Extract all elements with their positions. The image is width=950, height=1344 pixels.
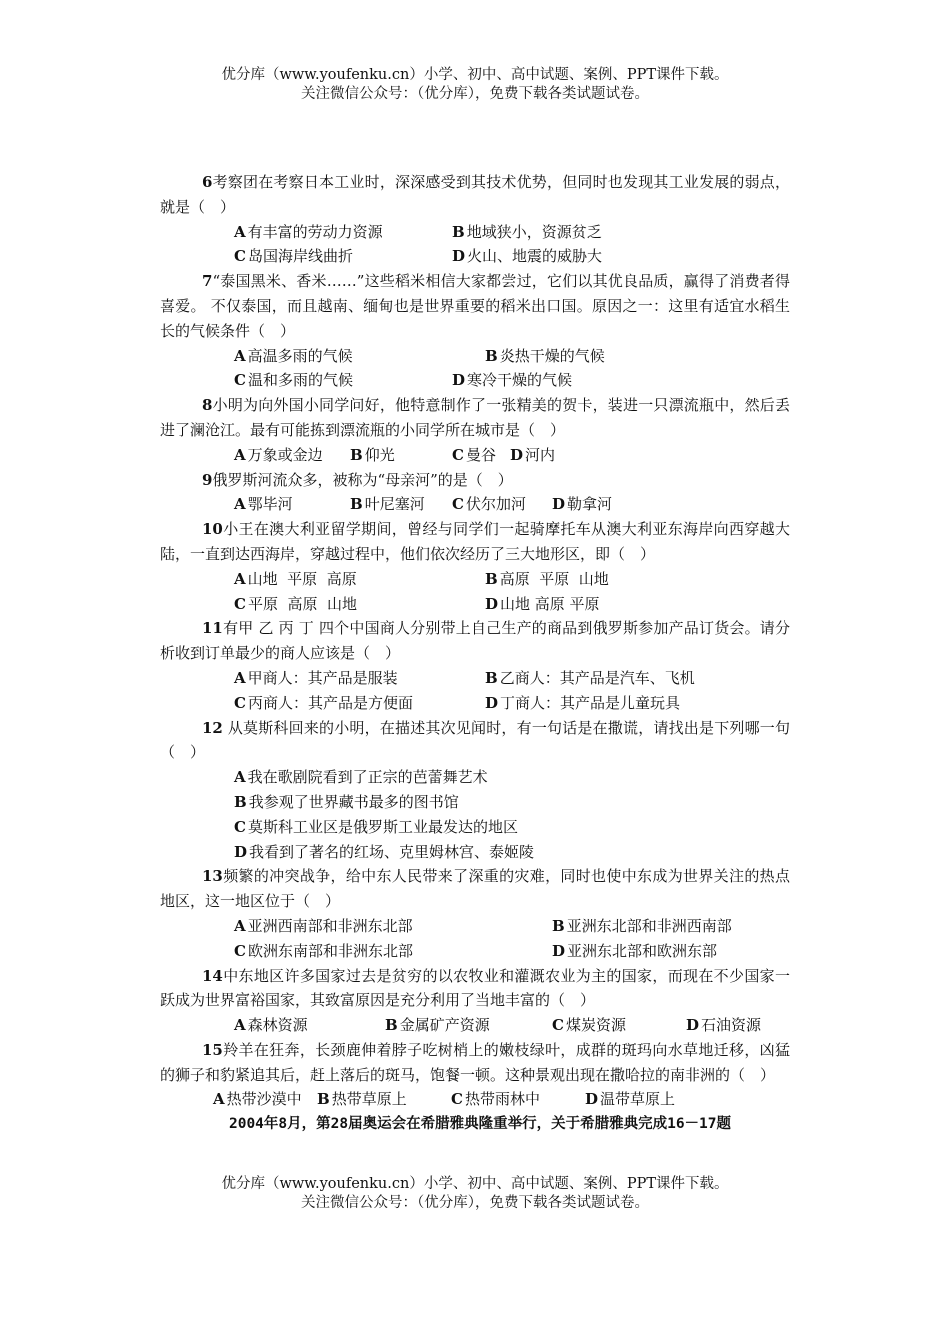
header-line-1: 优分库（www.youfenku.cn）小学、初中、高中试题、案例、PPT课件下载。 — [221, 67, 729, 83]
question-15 — [160, 1038, 790, 1088]
option-d: D 我看到了著名的红场、克里姆林宫、泰姬陵 — [234, 842, 535, 861]
option-d: D 勒拿河 — [552, 495, 613, 514]
question-11 — [160, 616, 790, 666]
question-text: 俄罗斯河流众多，被称为“母亲河”的是（ ） — [212, 470, 513, 489]
option-b: B 炎热干燥的气候 — [485, 346, 605, 365]
option-c: C 温和多雨的气候 — [234, 371, 353, 390]
option-a: A 亚洲西南部和非洲东北部 — [234, 916, 413, 935]
option-d: D 亚洲东北部和欧洲东部 — [552, 941, 718, 960]
question-number: 14 — [202, 966, 223, 985]
option-b: B 我参观了世界藏书最多的图书馆 — [234, 792, 459, 811]
option-b: B 金属矿产资源 — [385, 1016, 490, 1035]
option-a: A 高温多雨的气候 — [234, 346, 353, 365]
footer-line-2: 关注微信公众号：（优分库），免费下载各类试题试卷。 — [301, 1195, 649, 1211]
option-d: D 温带草原上 — [585, 1090, 676, 1109]
question-text: 中东地区许多国家过去是贫穷的以农牧业和灌溉农业为主的国家，而现在不少国家一跃成为世界富裕国家，其致富原因是充分利用了当地丰富的（ ） — [160, 966, 790, 1010]
option-a: A 山地 平原 高原 — [234, 569, 357, 588]
options-row — [160, 368, 790, 393]
option-c: C 煤炭资源 — [552, 1016, 626, 1035]
header-line-2: 关注微信公众号：（优分库），免费下载各类试题试卷。 — [301, 86, 649, 102]
question-list — [160, 170, 790, 1137]
question-text: “泰国黑米、香米……”这些稻米相信大家都尝过，它们以其优良品质，赢得了消费者得喜爱。 不仅泰国，而且越南、缅甸也是世界重要的稻米出口国。原因之一：这里有适宜水稻生长的气候条件（ ） — [160, 272, 790, 340]
question-number: 13 — [202, 867, 223, 886]
options-row — [160, 220, 790, 245]
question-number: 10 — [202, 520, 223, 539]
question-8 — [160, 393, 790, 443]
option-b: B 地域狭小，资源贫乏 — [452, 222, 602, 241]
option-d: D 河内 — [510, 445, 556, 464]
question-text: 有甲 乙 丙 丁 四个中国商人分别带上自己生产的商品到俄罗斯参加产品订货会。请分析收到订单最少的商人应该是（ ） — [160, 619, 790, 663]
option-a: A 鄂毕河 — [234, 495, 293, 514]
option-a: A 我在歌剧院看到了正宗的芭蕾舞艺术 — [234, 768, 488, 787]
options-row — [160, 1013, 790, 1038]
options-row — [160, 443, 790, 468]
question-text: 小明为向外国小同学问好，他特意制作了一张精美的贺卡，装进一只漂流瓶中，然后丢进了澜沧江。最有可能拣到漂流瓶的小同学所在城市是（ ） — [160, 396, 790, 439]
option-a: A 热带沙漠中 — [213, 1090, 302, 1109]
option-b: B 热带草原上 — [317, 1090, 407, 1109]
options-row — [160, 666, 790, 691]
option-c: C 平原 高原 山地 — [234, 594, 358, 613]
options-row — [160, 939, 790, 964]
question-10 — [160, 517, 790, 567]
option-d: D 丁商人：其产品是儿童玩具 — [485, 693, 681, 712]
question-7 — [160, 269, 790, 343]
question-text: 从莫斯科回来的小明，在描述其次见闻时，有一句话是在撒谎，请找出是下列哪一句（ ） — [160, 718, 790, 762]
option-b: B 高原 平原 山地 — [485, 569, 609, 588]
question-9 — [160, 468, 790, 493]
option-a: A 森林资源 — [234, 1016, 308, 1035]
option-d: D 山地 高原 平原 — [485, 594, 600, 613]
options-row — [160, 592, 790, 617]
question-text: 羚羊在狂奔，长颈鹿伸着脖子吃树梢上的嫩枝绿叶，成群的斑玛向水草地迁移，凶猛的狮子和豹紧追其后，赶上落后的斑马，饱餐一顿。这种景观出现在撒哈拉的南非洲的（ ） — [160, 1040, 790, 1084]
option-a: A 有丰富的劳动力资源 — [234, 222, 383, 241]
option-b: B 乙商人：其产品是汽车、飞机 — [485, 668, 695, 687]
option-d: D 寒冷干燥的气候 — [452, 371, 573, 390]
question-text: 频繁的冲突战争，给中东人民带来了深重的灾难，同时也使中东成为世界关注的热点地区，这一地区位于（ ） — [160, 867, 790, 911]
page-header — [0, 66, 950, 104]
option-c: C 岛国海岸线曲折 — [234, 247, 353, 266]
options-row — [160, 691, 790, 716]
option-b: B 亚洲东北部和非洲西南部 — [552, 916, 732, 935]
question-text: 考察团在考察日本工业时，深深感受到其技术优势，但同时也发现其工业发展的弱点，就是（ ） — [160, 173, 790, 216]
option-b: B 叶尼塞河 — [350, 495, 425, 514]
question-number: 6 — [202, 173, 213, 191]
question-number: 15 — [202, 1040, 223, 1059]
option-d: D 火山、地震的威胁大 — [452, 247, 603, 266]
question-number: 12 — [202, 718, 223, 737]
option-d: D 石油资源 — [686, 1016, 762, 1035]
options-row — [160, 344, 790, 369]
page-footer — [0, 1175, 950, 1213]
option-a: A 甲商人：其产品是服装 — [234, 668, 398, 687]
option-c: C 伏尔加河 — [452, 495, 526, 514]
question-number: 9 — [202, 470, 213, 489]
option-a: A 万象或金边 — [234, 445, 323, 464]
question-14 — [160, 964, 790, 1014]
question-number: 8 — [202, 396, 213, 415]
options-row — [160, 567, 790, 592]
options-row — [160, 914, 790, 939]
question-12 — [160, 716, 790, 766]
footer-line-1: 优分库（www.youfenku.cn）小学、初中、高中试题、案例、PPT课件下载。 — [221, 1176, 729, 1192]
option-c: C 莫斯科工业区是俄罗斯工业最发达的地区 — [234, 817, 518, 836]
option-b: B 仰光 — [350, 445, 395, 464]
options-row — [160, 492, 790, 517]
option-c: C 丙商人：其产品是方便面 — [234, 693, 413, 712]
options-row — [160, 244, 790, 269]
question-6 — [160, 170, 790, 220]
question-number: 7 — [202, 272, 213, 291]
question-number: 11 — [202, 619, 223, 638]
option-c: C 热带雨林中 — [451, 1090, 540, 1109]
option-c: C 欧洲东南部和非洲东北部 — [234, 941, 413, 960]
options-row — [160, 1087, 790, 1112]
question-13 — [160, 864, 790, 914]
option-c: C 曼谷 — [452, 445, 496, 464]
section-banner: 2004年8月，第28届奥运会在希腊雅典隆重举行，关于希腊雅典完成16－17题 — [228, 1116, 732, 1133]
question-text: 小王在澳大利亚留学期间，曾经与同学们一起骑摩托车从澳大利亚东海岸向西穿越大陆，一直到达西海岸，穿越过程中，他们依次经历了三大地形区，即（ ） — [160, 520, 790, 563]
